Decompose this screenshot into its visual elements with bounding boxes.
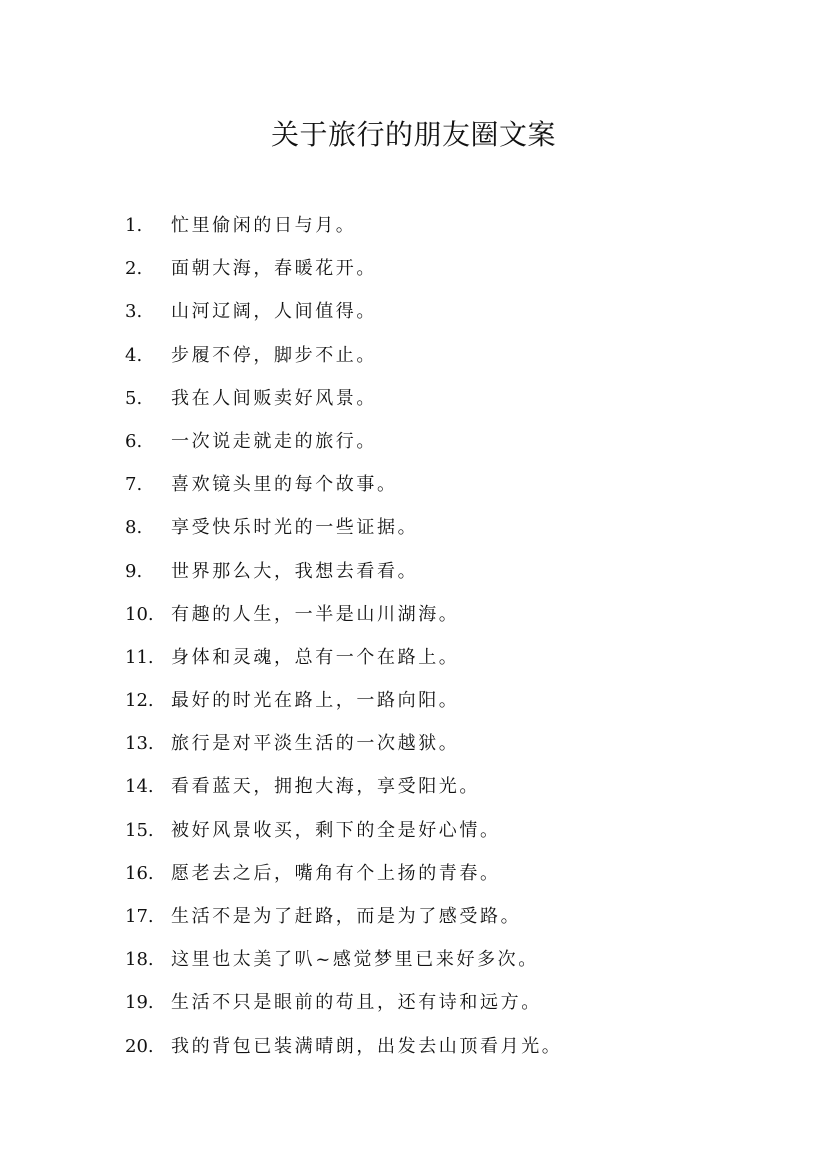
item-number: 1. xyxy=(125,215,143,236)
item-text: 面朝大海，春暖花开。 xyxy=(171,258,377,280)
list-item xyxy=(0,334,827,377)
item-number: 17. xyxy=(125,906,154,927)
item-text: 生活不只是眼前的苟且，还有诗和远方。 xyxy=(171,992,542,1014)
item-number: 2. xyxy=(125,258,143,280)
item-text: 山河辽阔，人间值得。 xyxy=(171,301,377,323)
item-number: 7. xyxy=(125,474,143,496)
page-title: 关于旅行的朋友圈文案 xyxy=(270,117,556,151)
item-number: 13. xyxy=(125,733,154,755)
list-item xyxy=(0,679,827,722)
list-item xyxy=(0,463,827,506)
item-number: 6. xyxy=(125,430,143,452)
item-text: 愿老去之后，嘴角有个上扬的青春。 xyxy=(171,862,501,884)
item-number: 19. xyxy=(125,992,154,1014)
caption-list xyxy=(0,204,827,1068)
item-number: 5. xyxy=(125,387,143,409)
list-item xyxy=(0,204,827,247)
item-number: 11. xyxy=(125,646,154,668)
list-item xyxy=(0,895,827,938)
list-item xyxy=(0,290,827,333)
item-text: 一次说走就走的旅行。 xyxy=(171,430,377,452)
item-text: 生活不是为了赶路，而是为了感受路。 xyxy=(171,906,522,927)
list-item xyxy=(0,420,827,463)
list-item xyxy=(0,722,827,765)
list-item xyxy=(0,506,827,549)
item-text: 这里也太美了叭~感觉梦里已来好多次。 xyxy=(171,949,539,971)
item-text: 世界那么大，我想去看看。 xyxy=(171,560,419,582)
list-item xyxy=(0,981,827,1024)
list-item xyxy=(0,593,827,636)
list-item xyxy=(0,550,827,593)
item-number: 3. xyxy=(125,301,143,323)
item-number: 4. xyxy=(125,344,143,366)
item-number: 10. xyxy=(125,603,154,625)
item-text: 被好风景收买，剩下的全是好心情。 xyxy=(171,819,501,841)
item-number: 16. xyxy=(125,862,154,884)
item-number: 12. xyxy=(125,690,154,712)
item-text: 有趣的人生，一半是山川湖海。 xyxy=(171,603,460,625)
list-item xyxy=(0,247,827,290)
list-item xyxy=(0,852,827,895)
item-text: 忙里偷闲的日与月。 xyxy=(171,215,357,236)
list-item xyxy=(0,1025,827,1068)
item-number: 8. xyxy=(125,517,143,539)
item-text: 步履不停，脚步不止。 xyxy=(171,344,377,366)
item-number: 20. xyxy=(125,1035,154,1057)
item-text: 旅行是对平淡生活的一次越狱。 xyxy=(171,733,460,755)
item-number: 18. xyxy=(125,949,154,971)
list-item xyxy=(0,636,827,679)
item-text: 看看蓝天，拥抱大海，享受阳光。 xyxy=(171,776,480,798)
item-text: 我的背包已装满晴朗，出发去山顶看月光。 xyxy=(171,1035,563,1057)
item-text: 身体和灵魂，总有一个在路上。 xyxy=(171,646,460,668)
item-text: 喜欢镜头里的每个故事。 xyxy=(171,474,398,496)
item-text: 最好的时光在路上，一路向阳。 xyxy=(171,690,460,712)
item-number: 15. xyxy=(125,819,154,841)
list-item xyxy=(0,809,827,852)
list-item xyxy=(0,765,827,808)
item-text: 享受快乐时光的一些证据。 xyxy=(171,517,419,539)
item-number: 14. xyxy=(125,776,154,798)
list-item xyxy=(0,938,827,981)
list-item xyxy=(0,377,827,420)
item-text: 我在人间贩卖好风景。 xyxy=(171,387,377,409)
item-number: 9. xyxy=(125,560,143,582)
